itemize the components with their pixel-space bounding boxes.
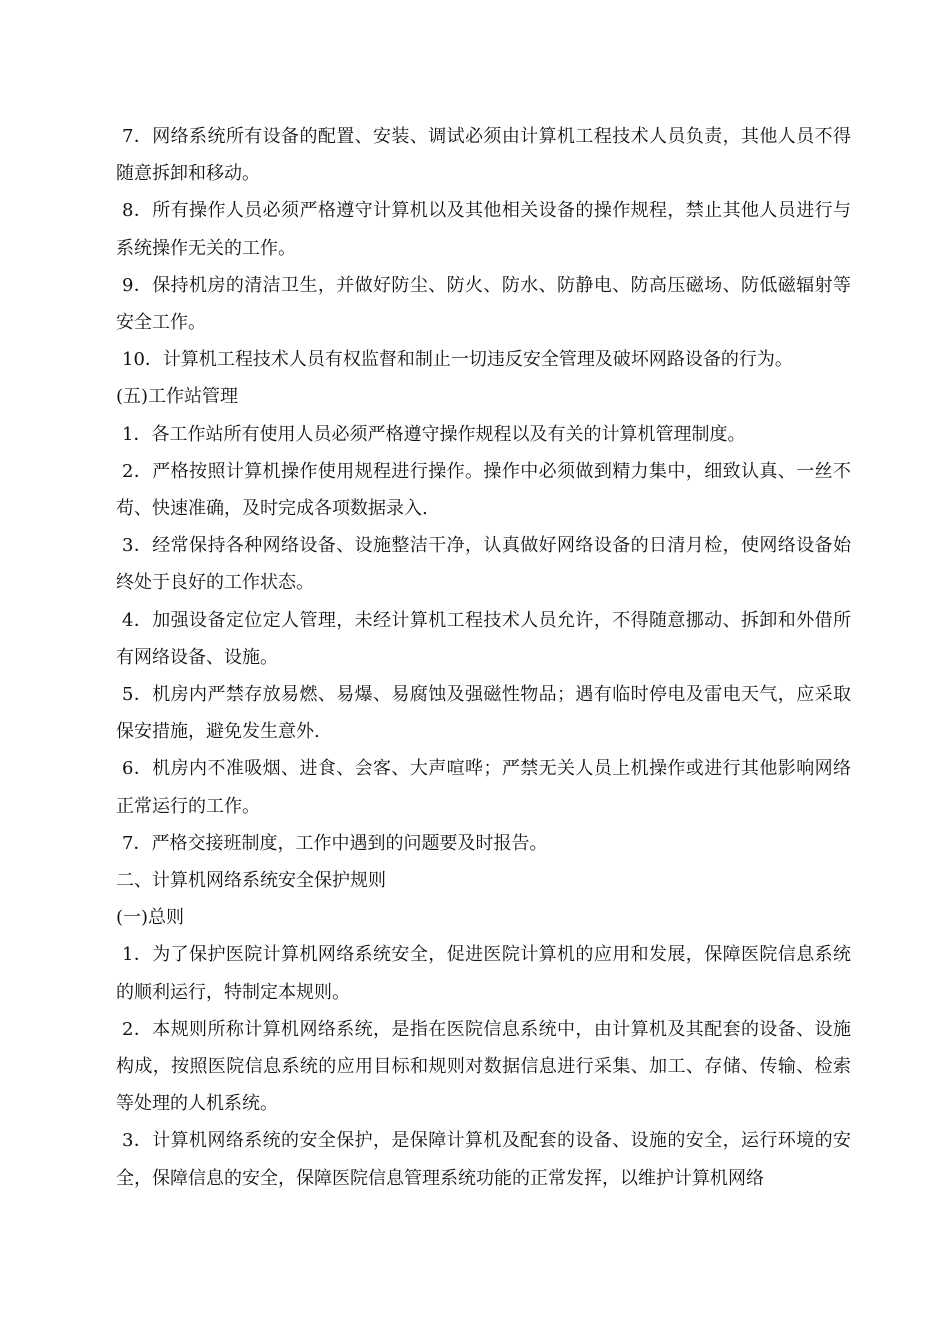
paragraph-ws-item-7: 7．严格交接班制度，工作中遇到的问题要及时报告。 xyxy=(122,832,548,854)
paragraph-general-item-3: 3．计算机网络系统的安全保护，是保障计算机及配套的设备、设施的安全，运行环境的安全，保障信息的安全，保障医院信息管理系统功能的正常发挥，以维护计算机网络 xyxy=(116,1130,851,1189)
paragraph-item-9-cleanliness: 9．保持机房的清洁卫生，并做好防尘、防火、防水、防静电、防高压磁场、防低磁辐射等安全工作。 xyxy=(116,274,851,334)
paragraph-general-item-2: 2．本规则所称计算机网络系统，是指在医院信息系统中，由计算机及其配套的设备、设施构成，按照医院信息系统的应用目标和规则对数据信息进行采集、加工、存储、传输、检索等处理的人机系统。 xyxy=(116,1018,851,1115)
paragraph-item-10-supervision: 10．计算机工程技术人员有权监督和制止一切违反安全管理及破坏网路设备的行为。 xyxy=(122,349,793,371)
paragraph-ws-item-2: 2．严格按照计算机操作使用规程进行操作。操作中必须做到精力集中，细致认真、一丝不苟、快速准确，及时完成各项数据录入. xyxy=(116,460,851,520)
section-heading-general: (一)总则 xyxy=(116,907,185,929)
document-page xyxy=(116,118,851,1197)
paragraph-ws-item-6: 6．机房内不准吸烟、进食、会客、大声喧哗；严禁无关人员上机操作或进行其他影响网络正常运行的工作。 xyxy=(116,758,851,817)
paragraph-item-8-operators: 8．所有操作人员必须严格遵守计算机以及其他相关设备的操作规程，禁止其他人员进行与系统操作无关的工作。 xyxy=(116,200,851,259)
paragraph-ws-item-1: 1．各工作站所有使用人员必须严格遵守操作规程以及有关的计算机管理制度。 xyxy=(122,423,746,445)
paragraph-general-item-1: 1．为了保护医院计算机网络系统安全，促进医院计算机的应用和发展，保障医院信息系统的顺利运行，特制定本规则。 xyxy=(116,944,851,1003)
paragraph-ws-item-3: 3．经常保持各种网络设备、设施整洁干净，认真做好网络设备的日清月检，使网络设备始终处于良好的工作状态。 xyxy=(116,535,851,594)
chapter-heading-security-rules: 二、计算机网络系统安全保护规则 xyxy=(116,870,386,892)
paragraph-ws-item-4: 4．加强设备定位定人管理，未经计算机工程技术人员允许，不得随意挪动、拆卸和外借所有网络设备、设施。 xyxy=(116,609,851,668)
paragraph-item-7-network-equipment: 7．网络系统所有设备的配置、安装、调试必须由计算机工程技术人员负责，其他人员不得随意拆卸和移动。 xyxy=(116,126,851,185)
paragraph-ws-item-5: 5．机房内严禁存放易燃、易爆、易腐蚀及强磁性物品；遇有临时停电及雷电天气，应采取保安措施，避免发生意外. xyxy=(116,684,851,743)
section-heading-workstation: (五)工作站管理 xyxy=(116,386,239,408)
